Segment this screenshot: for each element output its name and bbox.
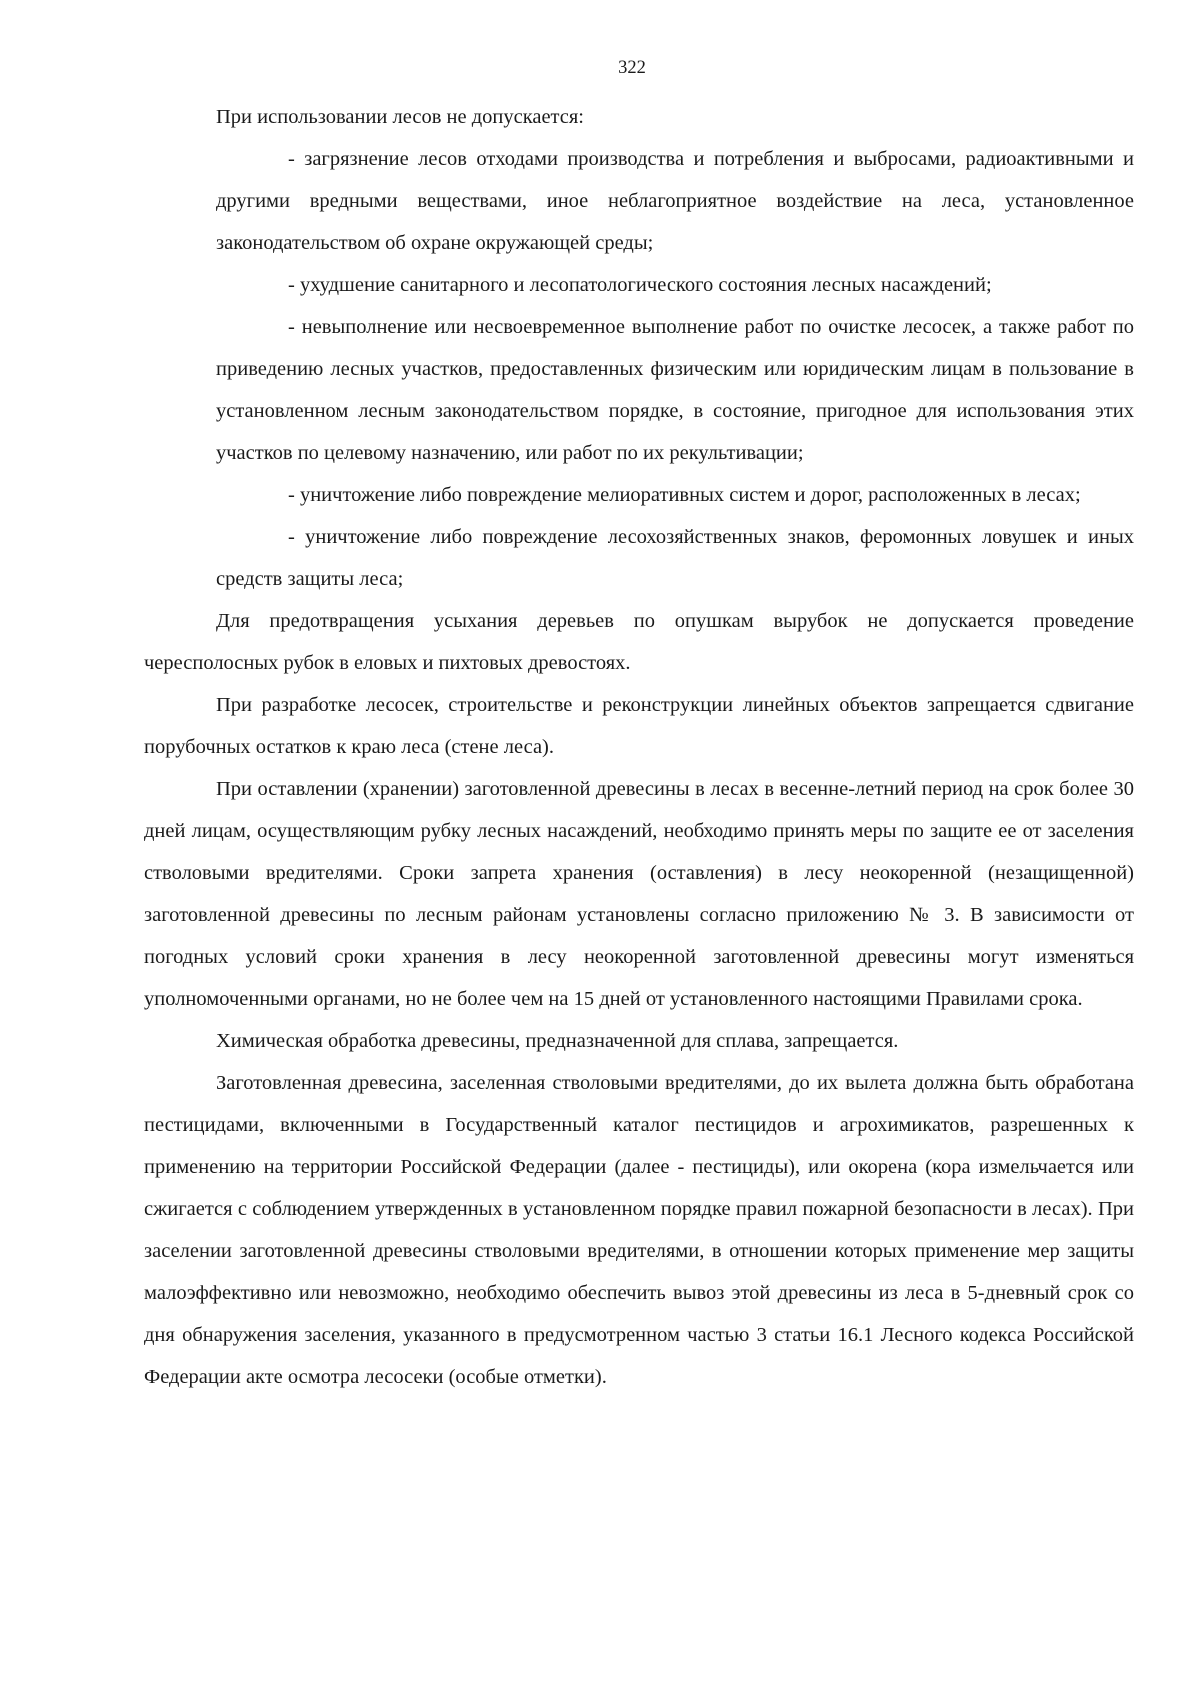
- paragraph-intro: При использовании лесов не допускается:: [216, 106, 584, 128]
- paragraph-drying: Для предотвращения усыхания деревьев по опушкам вырубок не допускается проведение чересполосных рубок в еловых и пихтовых древостоях.: [144, 610, 1134, 674]
- paragraph-chemical: Химическая обработка древесины, предназначенной для сплава, запрещается.: [216, 1030, 899, 1052]
- paragraph-storage: При оставлении (хранении) заготовленной древесины в лесах в весенне-летний период на срок более 30 дней лицам, осуществляющим рубку лесных насаждений, необходимо принять меры по защите ее от заселения стволовыми вредителями. Сроки запрета хранения (оставления) в лесу неокоренной (незащищенной) заготовленной древесины по лесным районам установлены согласно приложению № 3. В зависимости от погодных условий сроки хранения в лесу неокоренной заготовленной древесины могут изменяться уполномоченными органами, но не более чем на 15 дней от установленного настоящими Правилами срока.: [144, 778, 1134, 1010]
- list-item-roads: - уничтожение либо повреждение мелиоративных систем и дорог, расположенных в лесах;: [288, 484, 1081, 506]
- page-number: 322: [618, 58, 646, 78]
- paragraph-pests: Заготовленная древесина, заселенная стволовыми вредителями, до их вылета должна быть обработана пестицидами, включенными в Государственный каталог пестицидов и агрохимикатов, разрешенных к применению на территории Российской Федерации (далее - пестициды), или окорена (кора измельчается или сжигается с соблюдением утвержденных в установленном порядке правил пожарной безопасности в лесах). При заселении заготовленной древесины стволовыми вредителями, в отношении которых применение мер защиты малоэффективно или невозможно, необходимо обеспечить вывоз этой древесины из леса в 5-дневный срок со дня обнаружения заселения, указанного в предусмотренном частью 3 статьи 16.1 Лесного кодекса Российской Федерации акте осмотра лесосеки (особые отметки).: [144, 1072, 1134, 1388]
- list-item-cleanup: - невыполнение или несвоевременное выполнение работ по очистке лесосек, а также работ по приведению лесных участков, предоставленных физическим или юридическим лицам в пользование в установленном лесным законодательством порядке, в состояние, пригодное для использования этих участков по целевому назначению, или работ по их рекультивации;: [216, 316, 1134, 464]
- list-item-signs: - уничтожение либо повреждение лесохозяйственных знаков, феромонных ловушек и иных средств защиты леса;: [216, 526, 1134, 590]
- list-item-sanitary: - ухудшение санитарного и лесопатологического состояния лесных насаждений;: [288, 274, 992, 296]
- document-body: [144, 96, 1134, 1398]
- list-item-pollution: - загрязнение лесов отходами производства и потребления и выбросами, радиоактивными и другими вредными веществами, иное неблагоприятное воздействие на леса, установленное законодательством об охране окружающей среды;: [216, 148, 1134, 254]
- paragraph-residues: При разработке лесосек, строительстве и реконструкции линейных объектов запрещается сдвигание порубочных остатков к краю леса (стене леса).: [144, 694, 1134, 758]
